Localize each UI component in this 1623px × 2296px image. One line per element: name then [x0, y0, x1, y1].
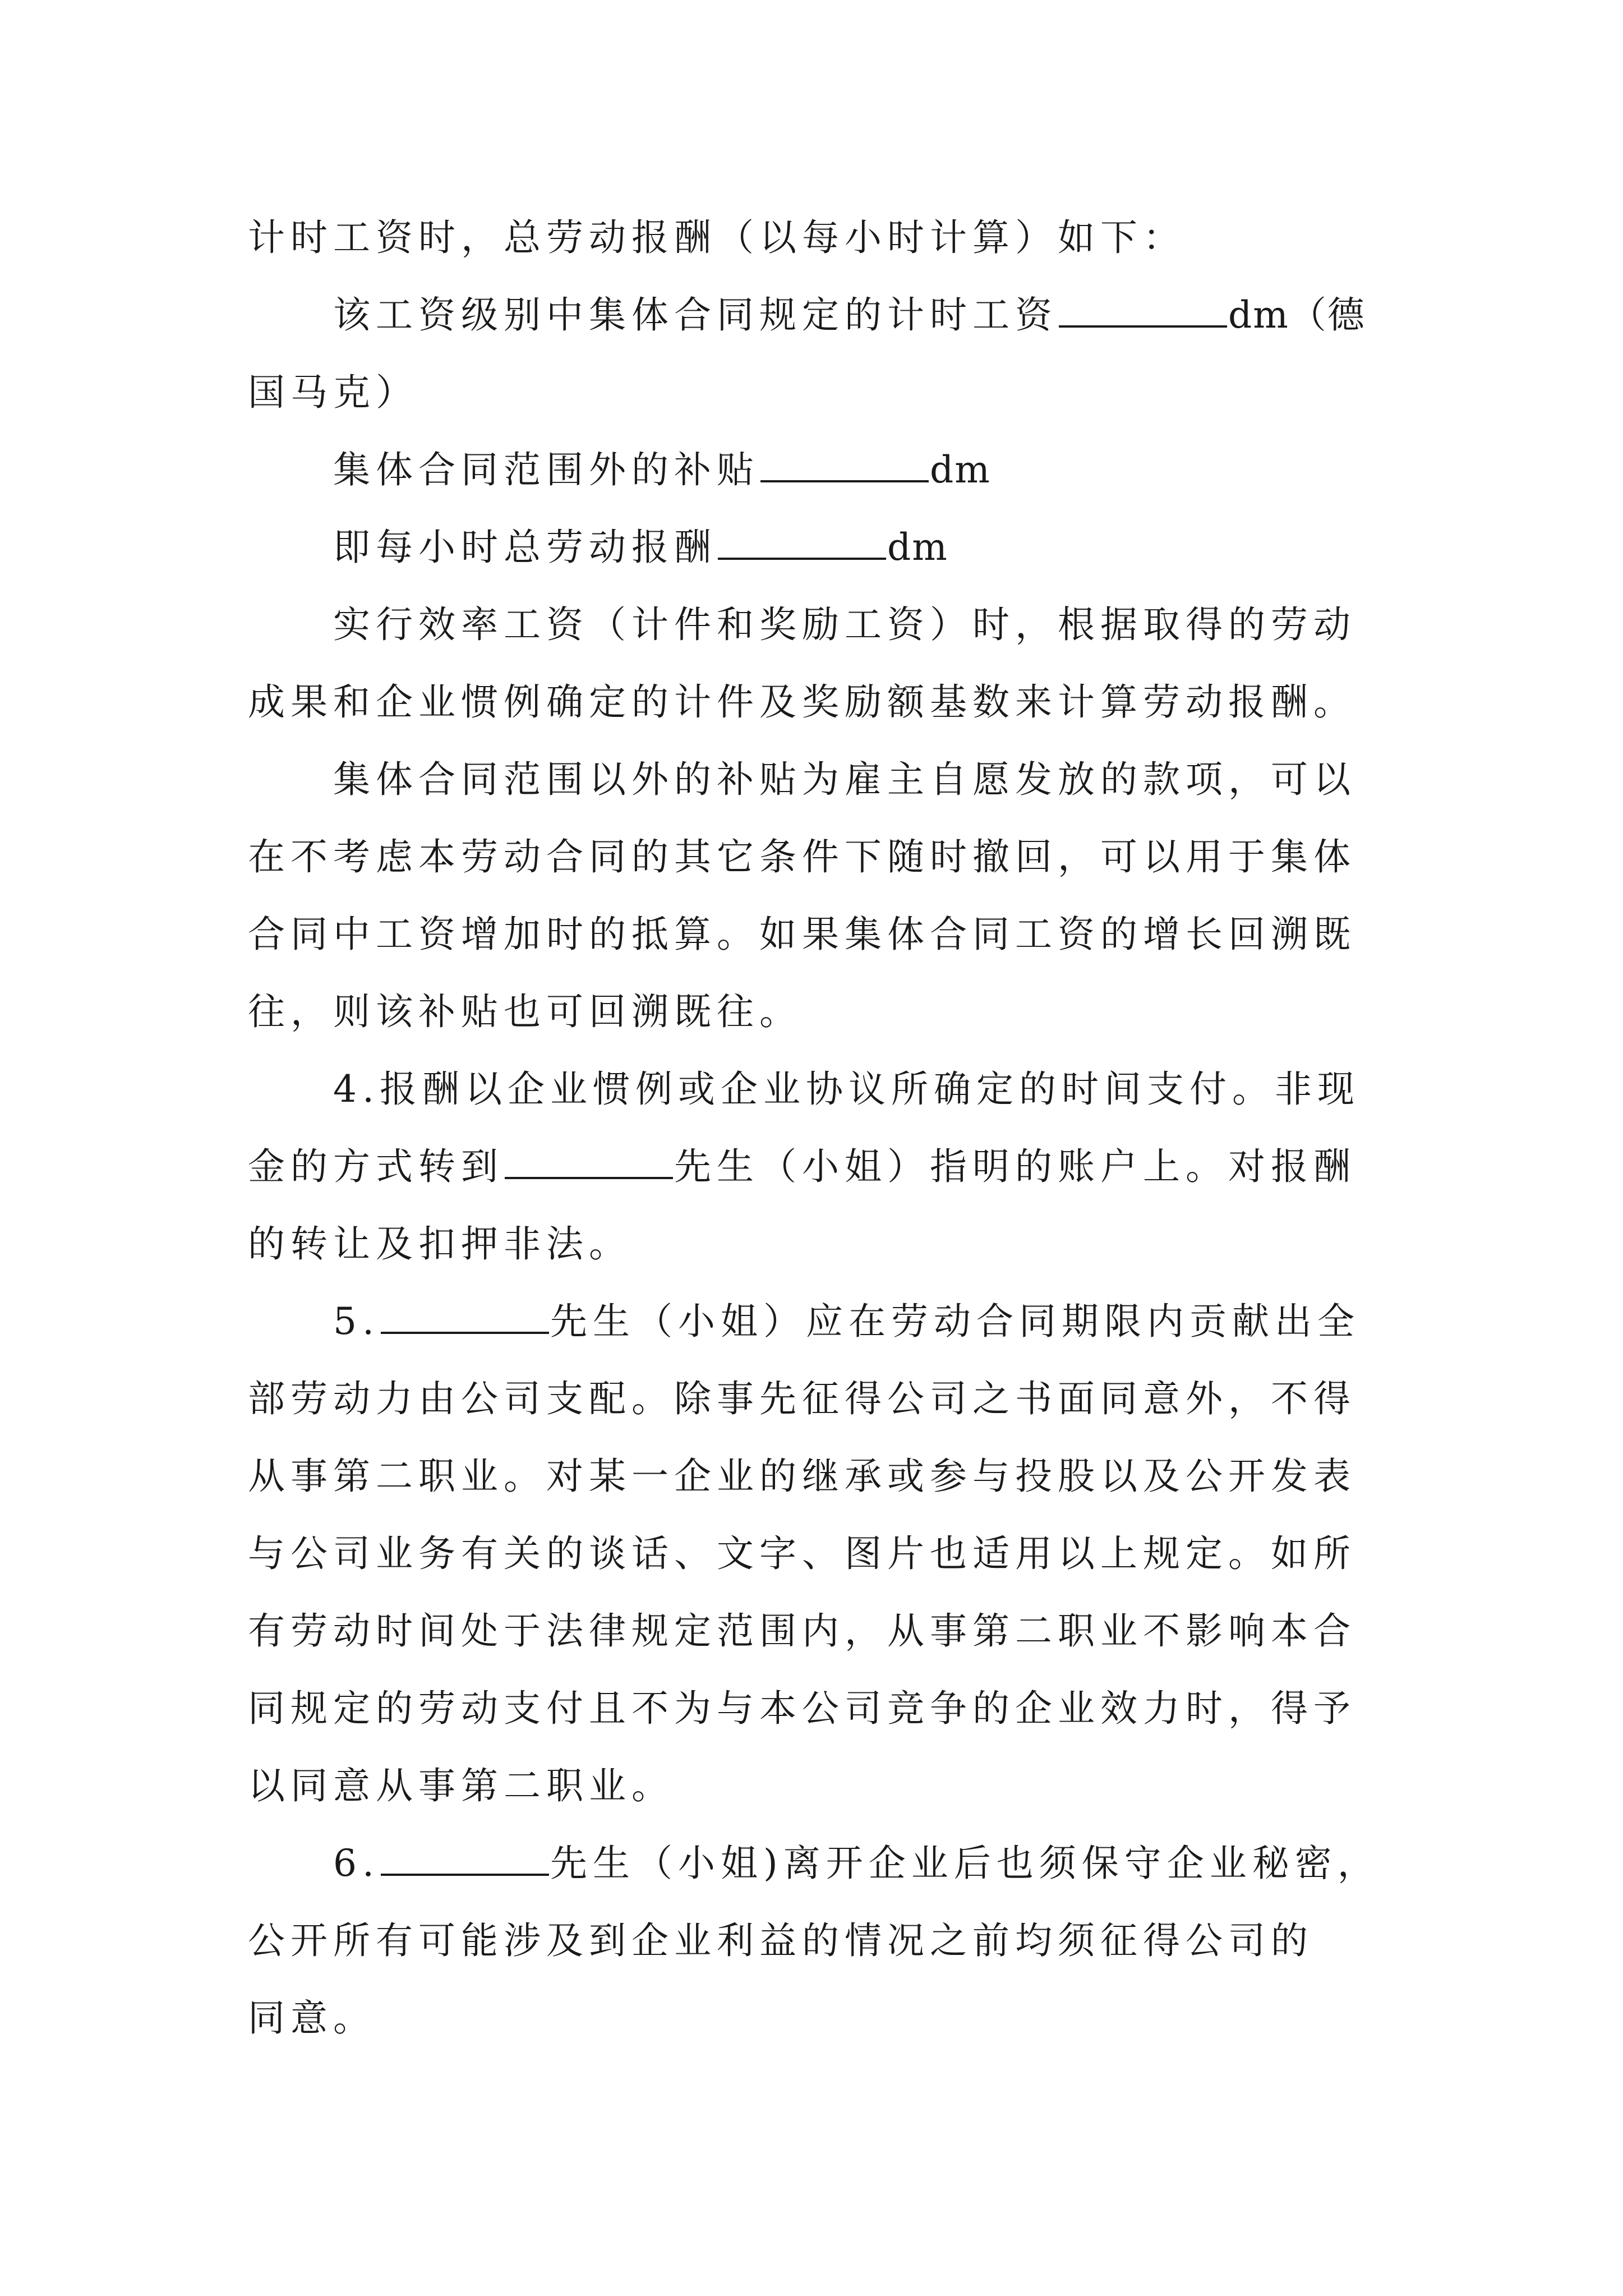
blank-field: [1059, 291, 1227, 328]
text-line: [248, 1593, 1392, 1670]
line-text: 该工资级别中集体合同规定的计时工资: [333, 293, 1058, 337]
line-text: 部劳动力由公司支配。除事先征得公司之书面同意外，不得: [248, 1377, 1356, 1420]
text-line: [248, 1902, 1392, 1980]
line-text: 先生（小姐）应在劳动合同期限内贡献出全: [550, 1300, 1360, 1343]
line-text: 先生（小姐）指明的账户上。对报酬: [674, 1145, 1356, 1188]
text-line: [248, 1283, 1392, 1360]
unit-text: dm（德: [1228, 293, 1366, 337]
text-line: [248, 431, 1392, 509]
line-text: 同规定的劳动支付且不为与本公司竞争的企业效力时，得予: [248, 1687, 1356, 1730]
text-line: [248, 277, 1392, 354]
contract-body: [248, 199, 1392, 2057]
line-text: 集体合同范围外的补贴: [333, 448, 759, 491]
text-line: [248, 1980, 1392, 2057]
blank-field: [381, 1839, 549, 1876]
line-text: 合同中工资增加时的抵算。如果集体合同工资的增长回溯既: [248, 913, 1356, 956]
line-text: 往，则该补贴也可回溯既往。: [248, 990, 802, 1033]
text-line: [248, 1360, 1392, 1438]
line-text: 有劳动时间处于法律规定范围内，从事第二职业不影响本合: [248, 1609, 1356, 1653]
line-text: 从事第二职业。对某一企业的继承或参与投股以及公开发表: [248, 1455, 1356, 1498]
line-text: 与公司业务有关的谈话、文字、图片也适用以上规定。如所: [248, 1532, 1356, 1575]
item-number: 6.: [333, 1842, 380, 1885]
text-line: [248, 896, 1392, 973]
line-text: 在不考虑本劳动合同的其它条件下随时撤回，可以用于集体: [248, 835, 1356, 878]
text-line: [248, 1205, 1392, 1283]
blank-field: [718, 523, 886, 560]
text-line: [248, 818, 1392, 896]
text-line: [248, 354, 1392, 431]
line-text: 成果和企业惯例确定的计件及奖励额基数来计算劳动报酬。: [248, 680, 1356, 724]
text-line: [248, 1438, 1392, 1515]
text-line: [248, 741, 1392, 818]
line-text: 先生（小姐)离开企业后也须保守企业秘密，: [550, 1842, 1380, 1885]
line-text: 4.报酬以企业惯例或企业协议所确定的时间支付。非现: [333, 1068, 1360, 1111]
blank-field: [760, 445, 929, 482]
text-line: [248, 1825, 1392, 1902]
text-line: [248, 973, 1392, 1051]
line-text: 金的方式转到: [248, 1145, 504, 1188]
unit-text: dm: [930, 448, 991, 491]
text-line: [248, 664, 1392, 741]
text-line: [248, 1515, 1392, 1593]
blank-field: [381, 1297, 549, 1334]
line-text: 同意。: [248, 1996, 376, 2040]
line-text: 实行效率工资（计件和奖励工资）时，根据取得的劳动: [333, 603, 1356, 646]
text-line: [248, 586, 1392, 664]
unit-text: dm: [887, 526, 948, 569]
line-text: 计时工资时，总劳动报酬（以每小时计算）如下：: [248, 216, 1186, 259]
text-line: [248, 1128, 1392, 1205]
text-line: [248, 1670, 1392, 1747]
line-text: 国马克）: [248, 371, 418, 414]
text-line: [248, 1747, 1392, 1825]
item-number: 5.: [333, 1300, 380, 1343]
blank-field: [505, 1142, 673, 1179]
text-line: [248, 1051, 1392, 1128]
line-text: 集体合同范围以外的补贴为雇主自愿发放的款项，可以: [333, 758, 1356, 801]
line-text: 即每小时总劳动报酬: [333, 526, 717, 569]
line-text: 公开所有可能涉及到企业利益的情况之前均须征得公司的: [248, 1919, 1313, 1962]
line-text: 以同意从事第二职业。: [248, 1764, 674, 1807]
text-line: [248, 509, 1392, 586]
text-line: [248, 199, 1392, 277]
line-text: 的转让及扣押非法。: [248, 1222, 631, 1266]
